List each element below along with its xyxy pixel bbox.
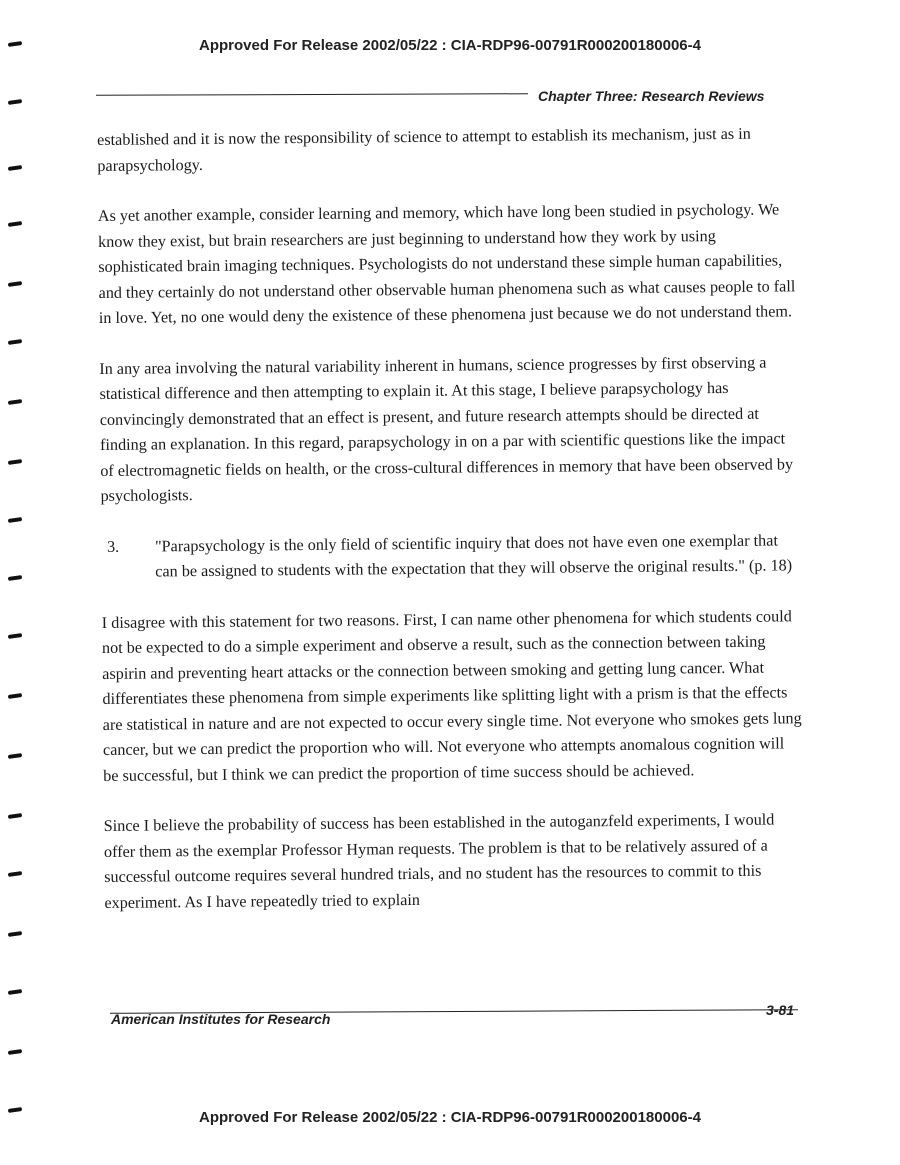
punch-hole-mark — [8, 339, 22, 345]
paragraph: As yet another example, consider learning and memory, which have long been studied in psychology. We know they exist, but brain researchers are just beginning to understand how they work by using sophisticated brain imaging techniques. Psychologists do not understand these simple human capabilities, and they certainly do not understand other observable human phenomena such as what causes people to fall in love. Yet, no one would deny the existence of these phenomena just because we do not understand them. — [97, 200, 796, 327]
body-text — [97, 121, 805, 941]
paragraph: In any area involving the natural variability inherent in humans, science progresses by first observing a statistical difference and then attempting to explain it. At this stage, I believe parapsychology has convincingly demonstrated that an effect is present, and future research attempts should be directed at finding an explanation. In this regard, parapsychology in on a par with scientific questions like the impact of electromagnetic fields on health, or the cross-cultural differences in memory that have been observed by psychologists. — [99, 353, 794, 505]
punch-hole-mark — [8, 871, 22, 877]
numbered-quote — [101, 528, 801, 586]
release-header: Approved For Release 2002/05/22 : CIA-RDP96-00791R000200180006-4 — [199, 37, 701, 54]
punch-hole-mark — [8, 165, 22, 171]
punch-hole-mark — [8, 281, 22, 287]
punch-hole-mark — [8, 633, 22, 639]
page-number: 3-81 — [766, 1002, 795, 1018]
paragraph: I disagree with this statement for two reasons. First, I can name other phenomena for which students could not be expected to do a simple experiment and observe a result, such as the connection between taking aspirin and preventing heart attacks or the connection between smoking and getting lung cancer. What differentiates these phenomena from simple experiments like splitting light with a prism is that the effects are statistical in nature and are not expected to occur every single time. Not everyone who smokes gets lung cancer, but we can predict the proportion who will. Not everyone who attempts anomalous cognition will be successful, but I think we can predict the proportion of time success should be achieved. — [101, 606, 802, 785]
quote-text: "Parapsychology is the only field of scientific inquiry that does not have even one exemplar that can be assigned to students with the expectation that they will observe the original results." (p. 18) — [154, 530, 793, 581]
punch-hole-mark — [8, 459, 22, 465]
punch-hole-mark — [8, 989, 22, 995]
punch-hole-mark — [8, 931, 22, 937]
punch-hole-mark — [8, 575, 22, 581]
punch-hole-mark — [8, 813, 22, 819]
release-footer: Approved For Release 2002/05/22 : CIA-RDP96-00791R000200180006-4 — [199, 1109, 701, 1126]
punch-hole-mark — [8, 693, 22, 699]
punch-hole-mark — [8, 1049, 22, 1055]
paragraph: established and it is now the responsibility of science to attempt to establish its mechanism, just as in parapsychology. — [97, 124, 751, 175]
paragraph: Since I believe the probability of success has been established in the autoganzfeld experiments, I would offer them as the exemplar Professor Hyman requests. The problem is that to be relatively assured of a successful outcome requires several hundred trials, and no student has the resources to commit to this experiment. As I have repeatedly tried to explain — [103, 810, 775, 912]
running-header: Chapter Three: Research Reviews — [538, 88, 765, 104]
item-number: 3. — [106, 537, 120, 556]
punch-hole-mark — [8, 99, 22, 105]
footer-organization: American Institutes for Research — [111, 1011, 331, 1027]
punch-hole-mark — [8, 517, 22, 523]
header-rule — [96, 93, 528, 96]
punch-hole-mark — [8, 753, 22, 759]
punch-hole-mark — [8, 221, 22, 227]
punch-hole-mark — [8, 399, 22, 405]
